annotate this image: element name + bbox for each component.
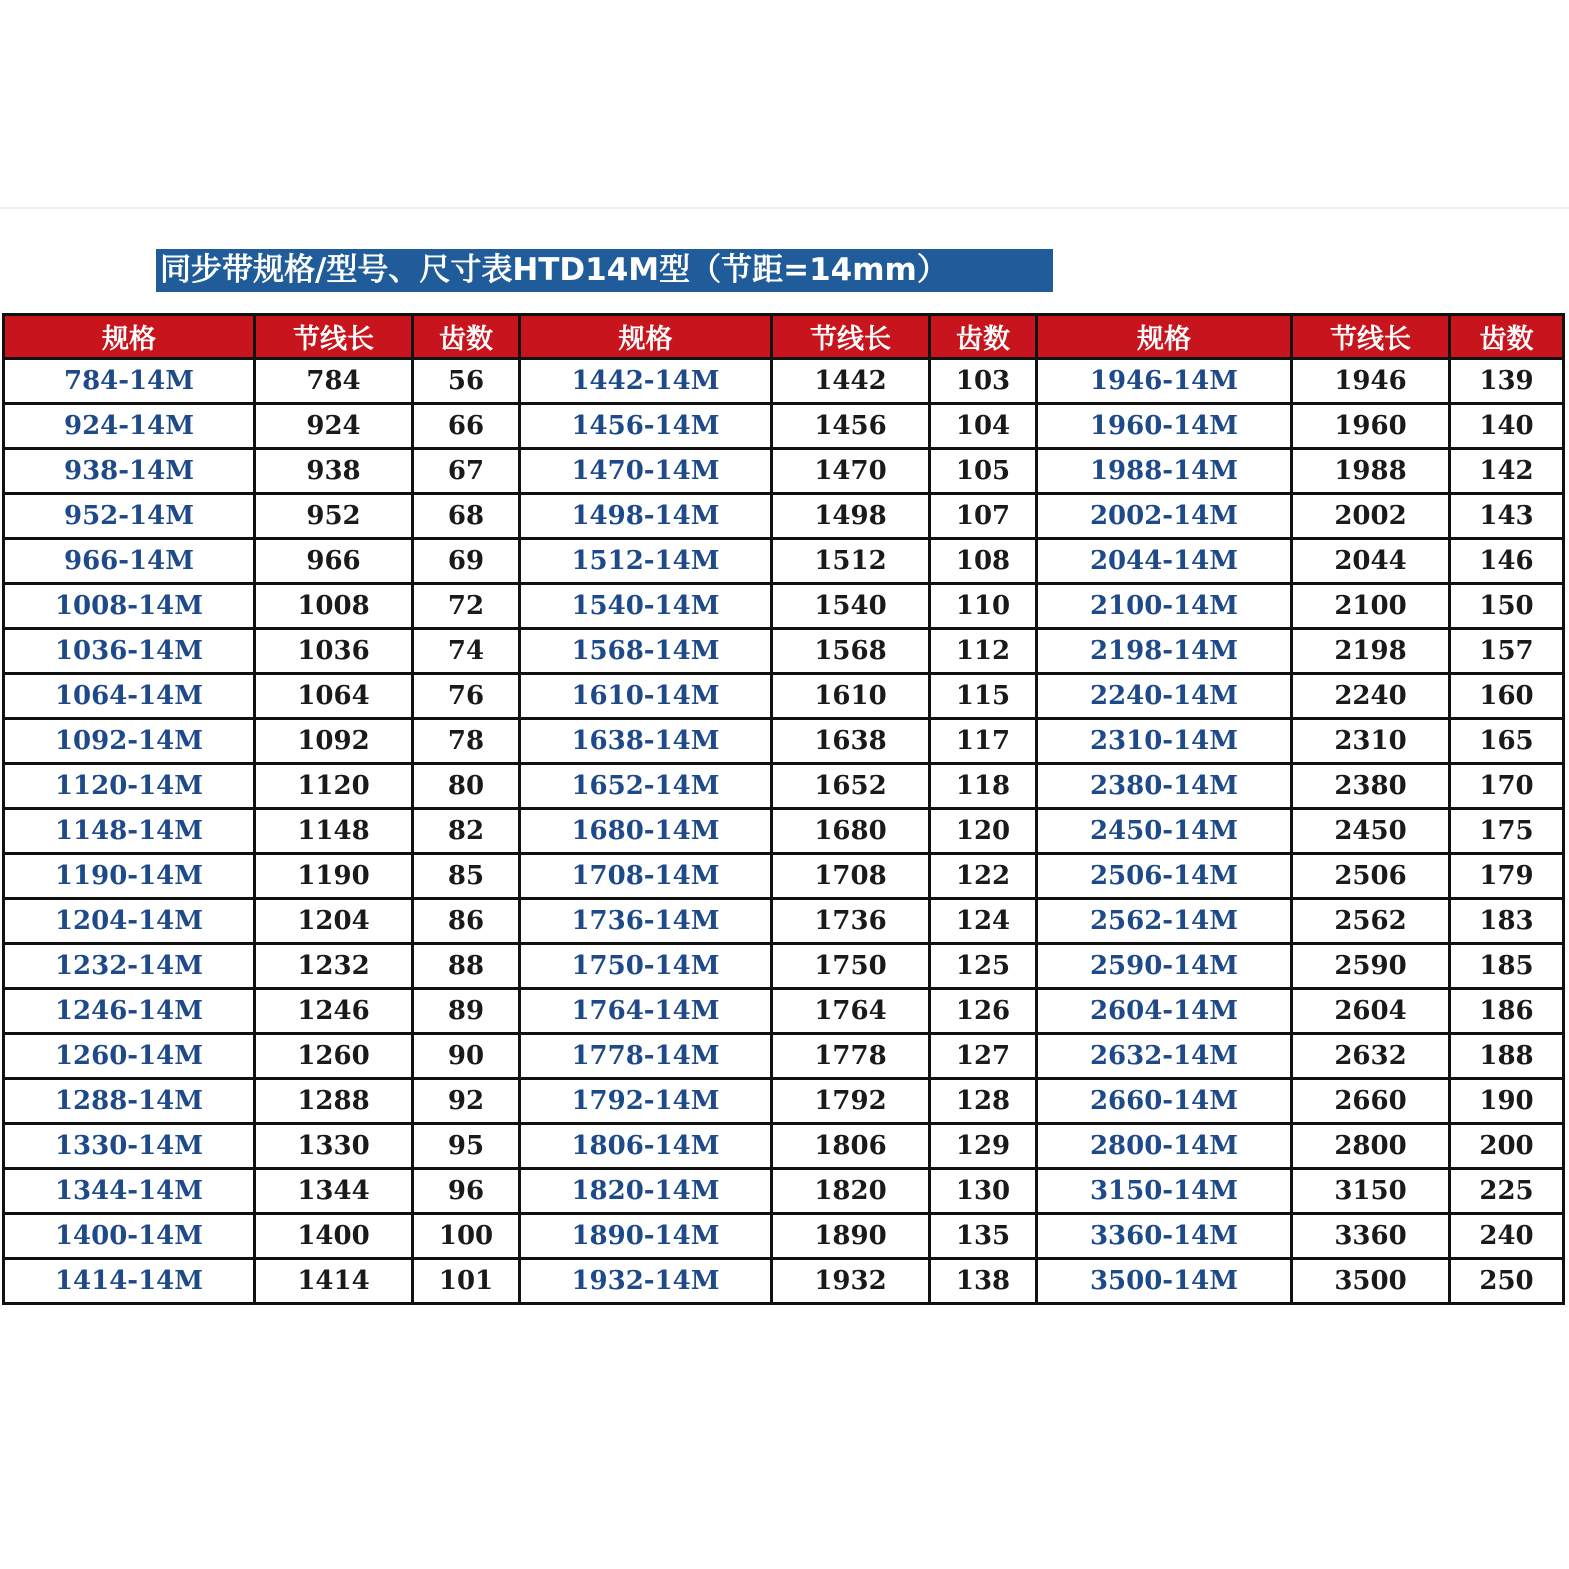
pitch-length-cell: 1932 [772,1259,930,1304]
pitch-length-cell: 938 [255,449,413,494]
header-teeth-count: 齿数 [930,315,1037,359]
pitch-length-cell: 1148 [255,809,413,854]
pitch-length-cell: 1806 [772,1124,930,1169]
pitch-length-cell: 3360 [1292,1214,1450,1259]
teeth-count-cell: 69 [413,539,520,584]
model-cell: 1064-14M [4,674,255,719]
teeth-count-cell: 76 [413,674,520,719]
pitch-length-cell: 1960 [1292,404,1450,449]
pitch-length-cell: 1190 [255,854,413,899]
pitch-length-cell: 1260 [255,1034,413,1079]
teeth-count-cell: 128 [930,1079,1037,1124]
teeth-count-cell: 170 [1450,764,1564,809]
header-row [4,315,1564,359]
teeth-count-cell: 186 [1450,989,1564,1034]
pitch-length-cell: 1652 [772,764,930,809]
pitch-length-cell: 2450 [1292,809,1450,854]
model-cell: 2590-14M [1037,944,1292,989]
model-cell: 1960-14M [1037,404,1292,449]
pitch-length-cell: 2240 [1292,674,1450,719]
pitch-length-cell: 2310 [1292,719,1450,764]
model-cell: 1400-14M [4,1214,255,1259]
pitch-length-cell: 1820 [772,1169,930,1214]
pitch-length-cell: 1232 [255,944,413,989]
table-row [4,1079,1564,1124]
pitch-length-cell: 1400 [255,1214,413,1259]
model-cell: 2100-14M [1037,584,1292,629]
pitch-length-cell: 1638 [772,719,930,764]
pitch-length-cell: 784 [255,359,413,404]
model-cell: 1512-14M [520,539,772,584]
teeth-count-cell: 135 [930,1214,1037,1259]
table-row [4,449,1564,494]
pitch-length-cell: 1442 [772,359,930,404]
model-cell: 1036-14M [4,629,255,674]
header-pitch-length: 节线长 [772,315,930,359]
model-cell: 2562-14M [1037,899,1292,944]
pitch-length-cell: 1680 [772,809,930,854]
pitch-length-cell: 2660 [1292,1079,1450,1124]
pitch-length-cell: 1708 [772,854,930,899]
teeth-count-cell: 143 [1450,494,1564,539]
teeth-count-cell: 142 [1450,449,1564,494]
teeth-count-cell: 160 [1450,674,1564,719]
model-cell: 924-14M [4,404,255,449]
pitch-length-cell: 2100 [1292,584,1450,629]
table-row [4,1034,1564,1079]
teeth-count-cell: 117 [930,719,1037,764]
model-cell: 2632-14M [1037,1034,1292,1079]
teeth-count-cell: 89 [413,989,520,1034]
model-cell: 3500-14M [1037,1259,1292,1304]
model-cell: 2604-14M [1037,989,1292,1034]
model-cell: 1232-14M [4,944,255,989]
table-row [4,1214,1564,1259]
model-cell: 2800-14M [1037,1124,1292,1169]
teeth-count-cell: 129 [930,1124,1037,1169]
model-cell: 1330-14M [4,1124,255,1169]
table-row [4,539,1564,584]
table-row [4,854,1564,899]
pitch-length-cell: 3150 [1292,1169,1450,1214]
table-body [4,359,1564,1304]
model-cell: 1540-14M [520,584,772,629]
teeth-count-cell: 103 [930,359,1037,404]
teeth-count-cell: 190 [1450,1079,1564,1124]
model-cell: 1092-14M [4,719,255,764]
teeth-count-cell: 185 [1450,944,1564,989]
model-cell: 1890-14M [520,1214,772,1259]
model-cell: 1442-14M [520,359,772,404]
teeth-count-cell: 179 [1450,854,1564,899]
table-row [4,359,1564,404]
pitch-length-cell: 924 [255,404,413,449]
pitch-length-cell: 1246 [255,989,413,1034]
teeth-count-cell: 138 [930,1259,1037,1304]
model-cell: 1498-14M [520,494,772,539]
teeth-count-cell: 82 [413,809,520,854]
pitch-length-cell: 1092 [255,719,413,764]
model-cell: 1988-14M [1037,449,1292,494]
teeth-count-cell: 165 [1450,719,1564,764]
teeth-count-cell: 90 [413,1034,520,1079]
table-row [4,494,1564,539]
model-cell: 1414-14M [4,1259,255,1304]
pitch-length-cell: 1512 [772,539,930,584]
teeth-count-cell: 104 [930,404,1037,449]
teeth-count-cell: 85 [413,854,520,899]
model-cell: 1764-14M [520,989,772,1034]
model-cell: 1736-14M [520,899,772,944]
top-divider [0,207,1569,209]
model-cell: 1708-14M [520,854,772,899]
teeth-count-cell: 183 [1450,899,1564,944]
header-pitch-length: 节线长 [1292,315,1450,359]
pitch-length-cell: 2604 [1292,989,1450,1034]
pitch-length-cell: 1792 [772,1079,930,1124]
table-row [4,719,1564,764]
teeth-count-cell: 157 [1450,629,1564,674]
pitch-length-cell: 2800 [1292,1124,1450,1169]
model-cell: 1750-14M [520,944,772,989]
model-cell: 1008-14M [4,584,255,629]
table-row [4,809,1564,854]
pitch-length-cell: 1204 [255,899,413,944]
model-cell: 1652-14M [520,764,772,809]
teeth-count-cell: 110 [930,584,1037,629]
pitch-length-cell: 1288 [255,1079,413,1124]
model-cell: 1610-14M [520,674,772,719]
model-cell: 2310-14M [1037,719,1292,764]
model-cell: 1120-14M [4,764,255,809]
pitch-length-cell: 2590 [1292,944,1450,989]
teeth-count-cell: 56 [413,359,520,404]
model-cell: 2044-14M [1037,539,1292,584]
pitch-length-cell: 1736 [772,899,930,944]
teeth-count-cell: 95 [413,1124,520,1169]
model-cell: 1806-14M [520,1124,772,1169]
model-cell: 1456-14M [520,404,772,449]
table-row [4,1259,1564,1304]
teeth-count-cell: 100 [413,1214,520,1259]
model-cell: 1470-14M [520,449,772,494]
table-row [4,989,1564,1034]
pitch-length-cell: 1750 [772,944,930,989]
pitch-length-cell: 1470 [772,449,930,494]
model-cell: 1344-14M [4,1169,255,1214]
model-cell: 1820-14M [520,1169,772,1214]
model-cell: 2240-14M [1037,674,1292,719]
model-cell: 1946-14M [1037,359,1292,404]
pitch-length-cell: 2562 [1292,899,1450,944]
header-model: 规格 [4,315,255,359]
table-row [4,944,1564,989]
header-model: 规格 [520,315,772,359]
pitch-length-cell: 966 [255,539,413,584]
model-cell: 3360-14M [1037,1214,1292,1259]
model-cell: 1792-14M [520,1079,772,1124]
teeth-count-cell: 188 [1450,1034,1564,1079]
teeth-count-cell: 127 [930,1034,1037,1079]
pitch-length-cell: 1568 [772,629,930,674]
table-row [4,899,1564,944]
teeth-count-cell: 126 [930,989,1037,1034]
pitch-length-cell: 1008 [255,584,413,629]
pitch-length-cell: 1064 [255,674,413,719]
teeth-count-cell: 122 [930,854,1037,899]
model-cell: 938-14M [4,449,255,494]
teeth-count-cell: 124 [930,899,1037,944]
model-cell: 1932-14M [520,1259,772,1304]
table-row [4,629,1564,674]
header-teeth-count: 齿数 [413,315,520,359]
model-cell: 966-14M [4,539,255,584]
model-cell: 1680-14M [520,809,772,854]
pitch-length-cell: 2198 [1292,629,1450,674]
pitch-length-cell: 2632 [1292,1034,1450,1079]
model-cell: 1778-14M [520,1034,772,1079]
teeth-count-cell: 107 [930,494,1037,539]
teeth-count-cell: 112 [930,629,1037,674]
model-cell: 2660-14M [1037,1079,1292,1124]
pitch-length-cell: 1120 [255,764,413,809]
pitch-length-cell: 1946 [1292,359,1450,404]
pitch-length-cell: 3500 [1292,1259,1450,1304]
pitch-length-cell: 1414 [255,1259,413,1304]
teeth-count-cell: 118 [930,764,1037,809]
model-cell: 2380-14M [1037,764,1292,809]
pitch-length-cell: 952 [255,494,413,539]
teeth-count-cell: 66 [413,404,520,449]
model-cell: 1204-14M [4,899,255,944]
table-row [4,764,1564,809]
pitch-length-cell: 1988 [1292,449,1450,494]
table-row [4,584,1564,629]
teeth-count-cell: 72 [413,584,520,629]
pitch-length-cell: 1456 [772,404,930,449]
teeth-count-cell: 240 [1450,1214,1564,1259]
table-row [4,1169,1564,1214]
header-model: 规格 [1037,315,1292,359]
table-row [4,1124,1564,1169]
model-cell: 1288-14M [4,1079,255,1124]
pitch-length-cell: 2380 [1292,764,1450,809]
pitch-length-cell: 2506 [1292,854,1450,899]
model-cell: 1638-14M [520,719,772,764]
teeth-count-cell: 175 [1450,809,1564,854]
pitch-length-cell: 1890 [772,1214,930,1259]
model-cell: 1246-14M [4,989,255,1034]
model-cell: 1260-14M [4,1034,255,1079]
model-cell: 2450-14M [1037,809,1292,854]
pitch-length-cell: 1036 [255,629,413,674]
model-cell: 784-14M [4,359,255,404]
pitch-length-cell: 1344 [255,1169,413,1214]
pitch-length-cell: 1778 [772,1034,930,1079]
teeth-count-cell: 86 [413,899,520,944]
model-cell: 952-14M [4,494,255,539]
teeth-count-cell: 150 [1450,584,1564,629]
model-cell: 2198-14M [1037,629,1292,674]
pitch-length-cell: 1610 [772,674,930,719]
teeth-count-cell: 125 [930,944,1037,989]
teeth-count-cell: 200 [1450,1124,1564,1169]
pitch-length-cell: 1330 [255,1124,413,1169]
table-row [4,674,1564,719]
model-cell: 3150-14M [1037,1169,1292,1214]
teeth-count-cell: 108 [930,539,1037,584]
teeth-count-cell: 74 [413,629,520,674]
teeth-count-cell: 146 [1450,539,1564,584]
model-cell: 1190-14M [4,854,255,899]
teeth-count-cell: 67 [413,449,520,494]
teeth-count-cell: 130 [930,1169,1037,1214]
teeth-count-cell: 225 [1450,1169,1564,1214]
model-cell: 1568-14M [520,629,772,674]
teeth-count-cell: 115 [930,674,1037,719]
pitch-length-cell: 2002 [1292,494,1450,539]
header-pitch-length: 节线长 [255,315,413,359]
model-cell: 1148-14M [4,809,255,854]
model-cell: 2002-14M [1037,494,1292,539]
teeth-count-cell: 101 [413,1259,520,1304]
pitch-length-cell: 1764 [772,989,930,1034]
table-title: 同步带规格/型号、尺寸表HTD14M型（节距=14mm） [156,249,1053,292]
teeth-count-cell: 80 [413,764,520,809]
pitch-length-cell: 2044 [1292,539,1450,584]
teeth-count-cell: 139 [1450,359,1564,404]
teeth-count-cell: 96 [413,1169,520,1214]
belt-spec-table [2,313,1565,1305]
table-row [4,404,1564,449]
teeth-count-cell: 92 [413,1079,520,1124]
teeth-count-cell: 88 [413,944,520,989]
teeth-count-cell: 140 [1450,404,1564,449]
teeth-count-cell: 250 [1450,1259,1564,1304]
header-teeth-count: 齿数 [1450,315,1564,359]
teeth-count-cell: 105 [930,449,1037,494]
teeth-count-cell: 68 [413,494,520,539]
pitch-length-cell: 1498 [772,494,930,539]
teeth-count-cell: 120 [930,809,1037,854]
model-cell: 2506-14M [1037,854,1292,899]
pitch-length-cell: 1540 [772,584,930,629]
teeth-count-cell: 78 [413,719,520,764]
